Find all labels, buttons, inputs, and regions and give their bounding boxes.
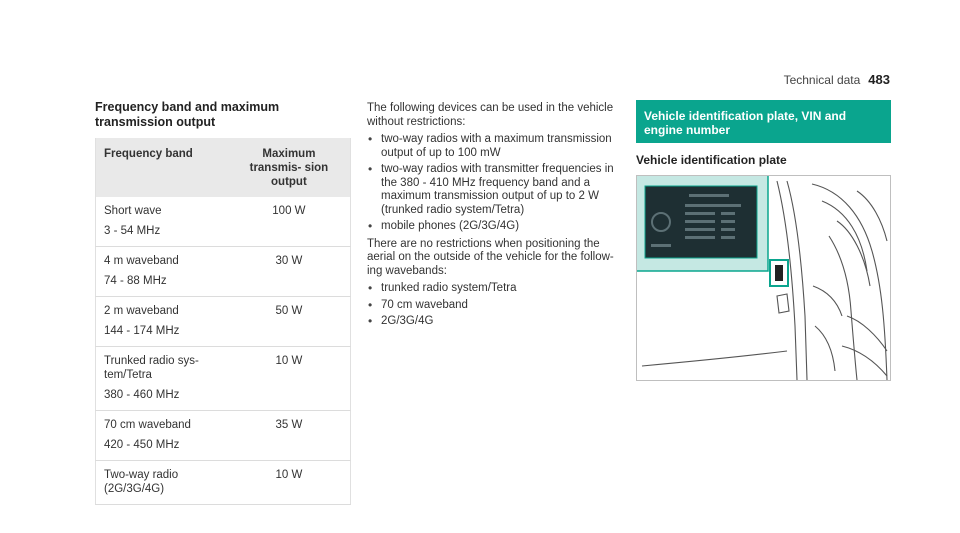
band-name: 70 cm waveband — [104, 419, 191, 431]
band-power: 50 W — [210, 297, 351, 347]
list-item: • 70 cm waveband — [367, 299, 623, 313]
band-name: Two-way radio (2G/3G/4G) — [104, 469, 179, 495]
vehicle-plate-figure — [636, 175, 891, 381]
devices-section — [367, 102, 623, 333]
list-item: • two-way radios with a maximum transmission output of up to 100 mW — [367, 133, 623, 160]
table-row — [96, 197, 351, 247]
frequency-heading: Frequency band and maximum transmission output — [95, 100, 280, 129]
band-name: 2 m waveband — [104, 305, 179, 317]
vehicle-id-section — [636, 100, 891, 381]
band-name: Trunked radio sys- tem/Tetra — [104, 355, 199, 381]
band-name: Short wave — [104, 205, 162, 217]
frequency-table — [95, 138, 351, 505]
band-power: 30 W — [210, 247, 351, 297]
device-list — [367, 133, 623, 234]
band-range: 380 - 460 MHz — [104, 389, 180, 401]
list-item: • 2G/3G/4G — [367, 315, 623, 329]
column-header-band: Frequency band — [96, 138, 210, 197]
subheading: Vehicle identification plate — [636, 153, 787, 167]
intro-paragraph: The following devices can be used in the vehicle without restrictions: — [367, 102, 614, 128]
band-range: 3 - 54 MHz — [104, 225, 161, 237]
band-power: 35 W — [210, 411, 351, 461]
column-header-output: Maximum transmis- sion output — [210, 138, 351, 197]
table-row — [96, 297, 351, 347]
band-power: 100 W — [210, 197, 351, 247]
band-range: 420 - 450 MHz — [104, 439, 180, 451]
frequency-section — [95, 100, 351, 505]
plate-illustration — [637, 176, 890, 380]
section-title: Technical data — [783, 73, 861, 87]
page-number: 483 — [868, 72, 890, 87]
aerial-paragraph: There are no restrictions when positioning the aerial on the outside of the vehicle for the follow- ing wavebands: — [367, 237, 614, 277]
table-row — [96, 247, 351, 297]
page-header — [784, 72, 890, 87]
waveband-list — [367, 282, 623, 329]
table-row — [96, 347, 351, 411]
band-name: 4 m waveband — [104, 255, 179, 267]
band-power: 10 W — [210, 461, 351, 505]
section-band-heading: Vehicle identification plate, VIN and engine number — [636, 100, 891, 143]
table-row — [96, 461, 351, 505]
list-item: • two-way radios with transmitter frequencies in the 380 - 410 MHz frequency band and a maximum transmission output of up to 2 W (trunked radio system/Tetra) — [367, 163, 623, 217]
table-row — [96, 411, 351, 461]
band-range: 144 - 174 MHz — [104, 325, 180, 337]
list-item: • mobile phones (2G/3G/4G) — [367, 220, 623, 234]
band-power: 10 W — [210, 347, 351, 411]
band-range: 74 - 88 MHz — [104, 275, 167, 287]
list-item: • trunked radio system/Tetra — [367, 282, 623, 296]
